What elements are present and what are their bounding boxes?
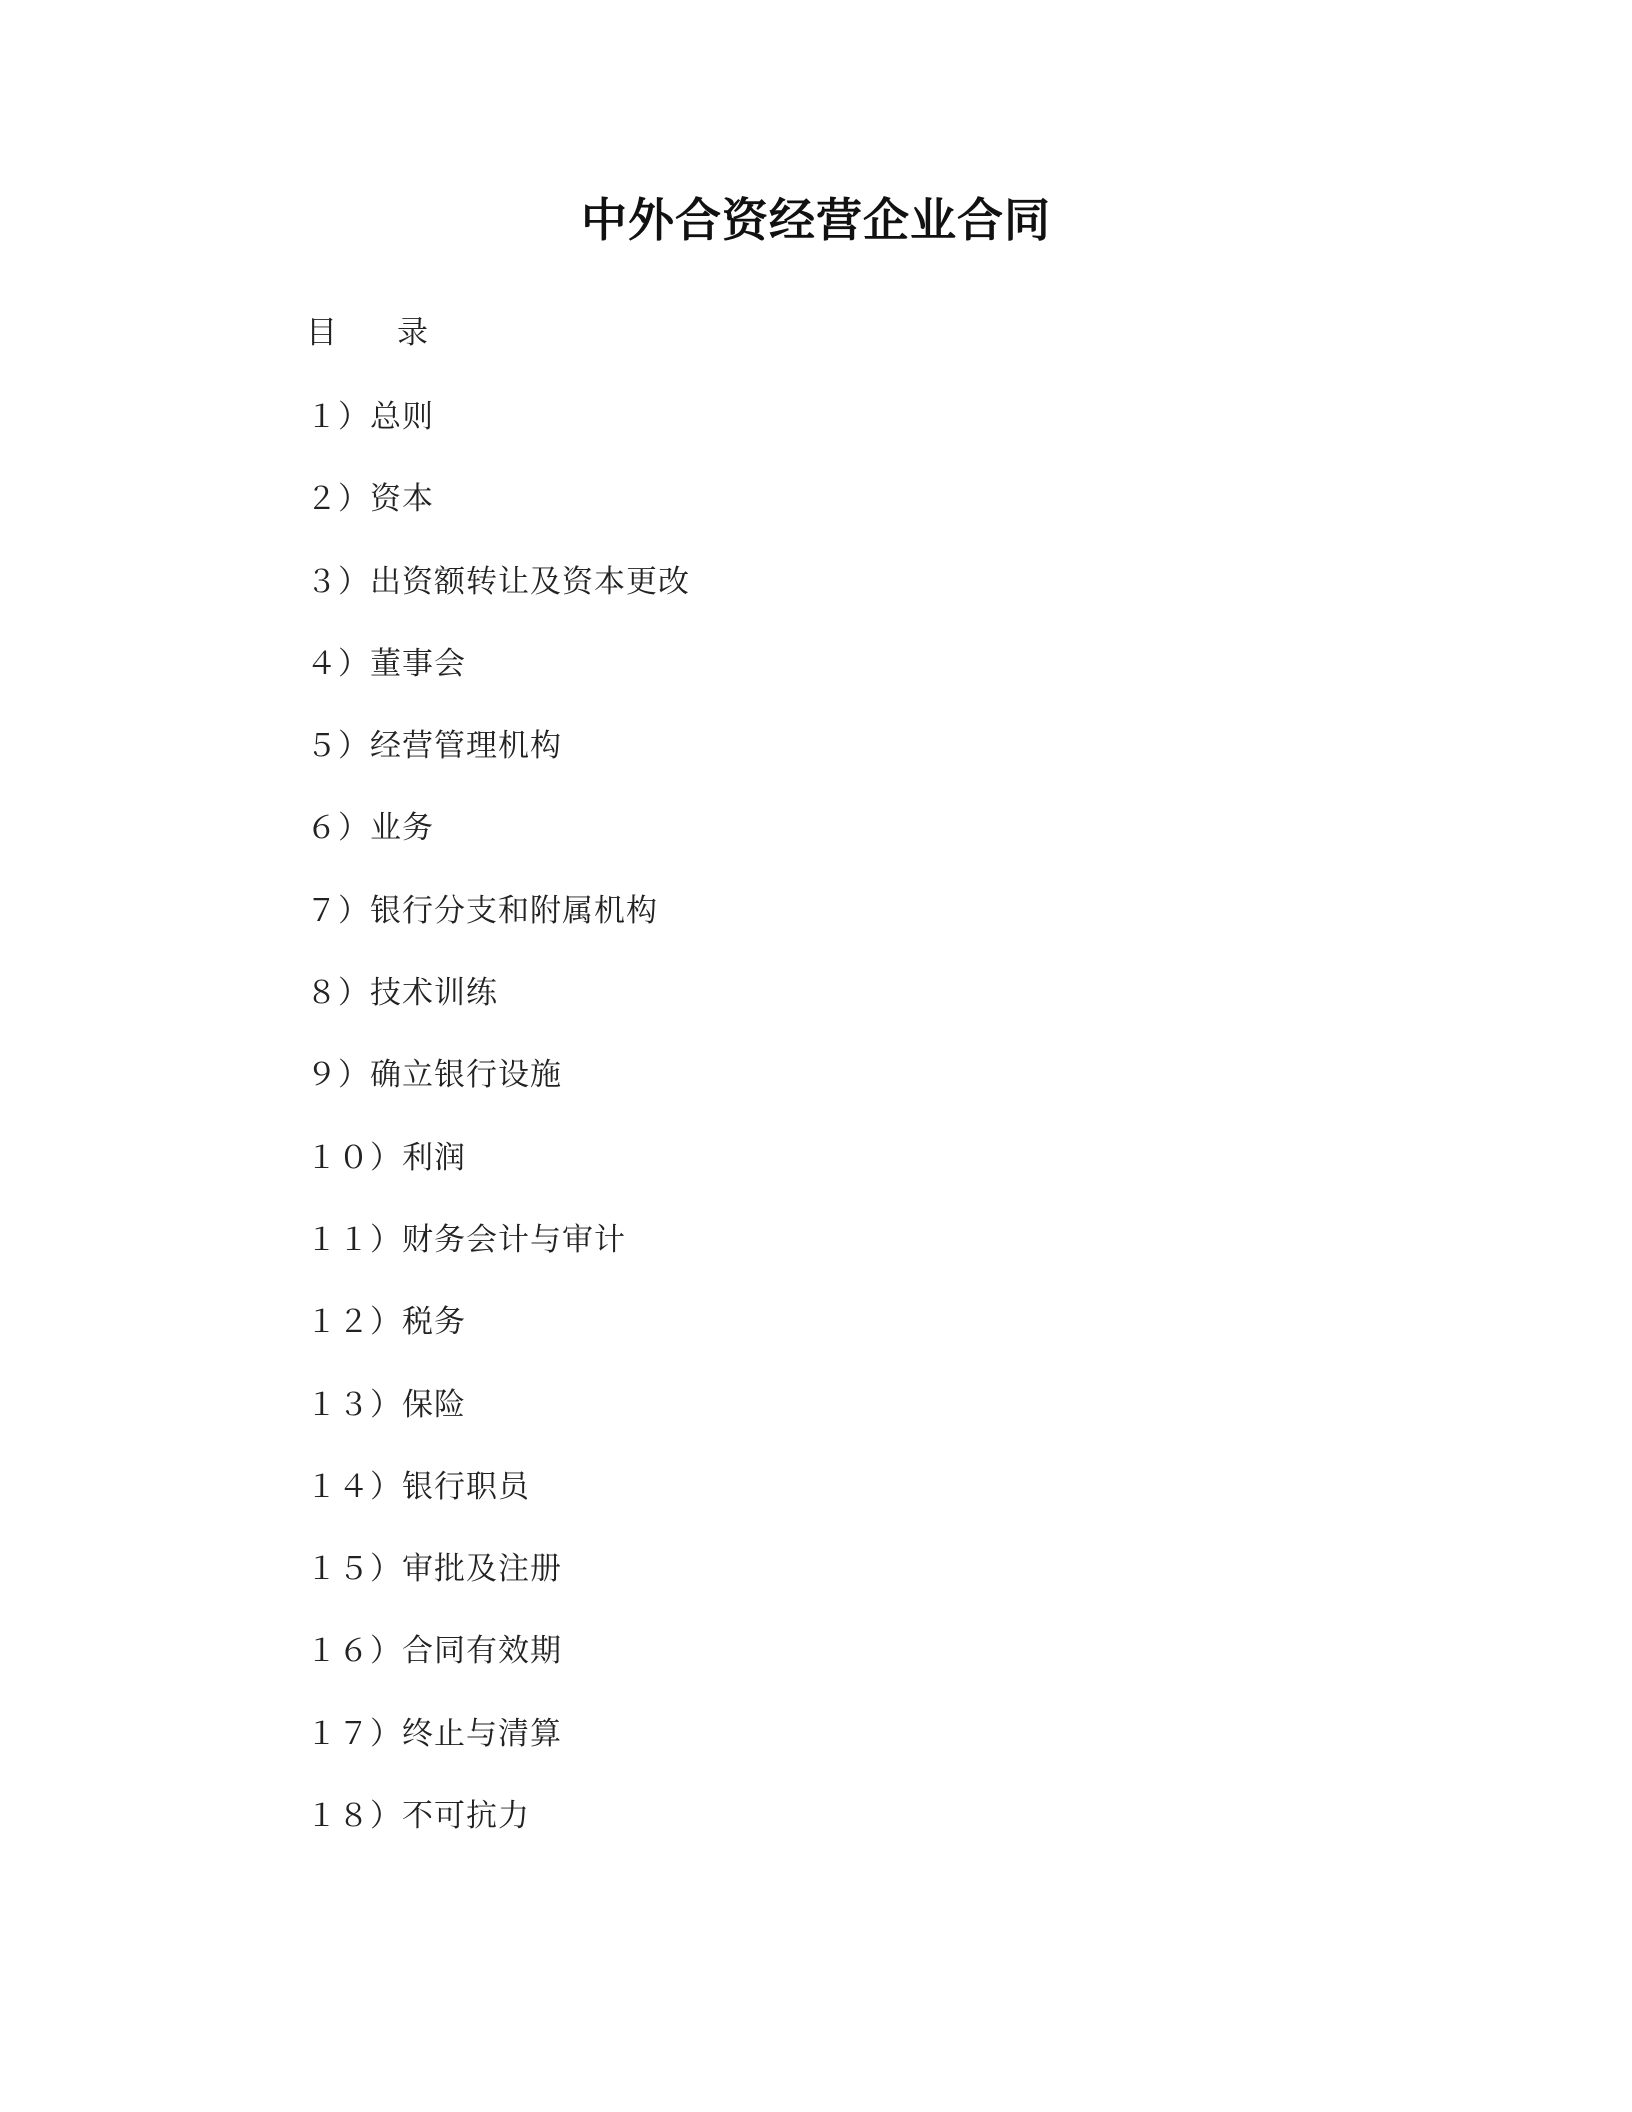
toc-item: １８）不可抗力 <box>306 1798 530 1835</box>
toc-item: ８）技术训练 <box>306 975 498 1012</box>
toc-item: ９）确立银行设施 <box>306 1057 562 1094</box>
toc-item: １）总则 <box>306 399 434 435</box>
toc-item: １７）终止与清算 <box>306 1715 562 1752</box>
toc-heading: 目录 <box>306 315 488 351</box>
toc-item: １５）审批及注册 <box>306 1551 562 1588</box>
toc-item: ７）银行分支和附属机构 <box>306 892 658 929</box>
toc-item: １６）合同有效期 <box>306 1633 562 1670</box>
toc-item: ６）业务 <box>306 810 434 847</box>
toc-item: ２）资本 <box>306 481 434 518</box>
toc-item: １４）银行职员 <box>306 1468 530 1505</box>
toc-list <box>306 392 690 1873</box>
toc-item: ４）董事会 <box>306 645 466 682</box>
toc-item: １１）财务会计与审计 <box>306 1221 626 1258</box>
toc-item: １０）利润 <box>306 1139 466 1176</box>
toc-item: ５）经营管理机构 <box>306 728 562 765</box>
toc-item: １３）保险 <box>306 1386 466 1423</box>
document-title: 中外合资经营企业合同 <box>581 193 1051 247</box>
toc-item: １２）税务 <box>306 1304 466 1341</box>
toc-item: ３）出资额转让及资本更改 <box>306 563 690 600</box>
